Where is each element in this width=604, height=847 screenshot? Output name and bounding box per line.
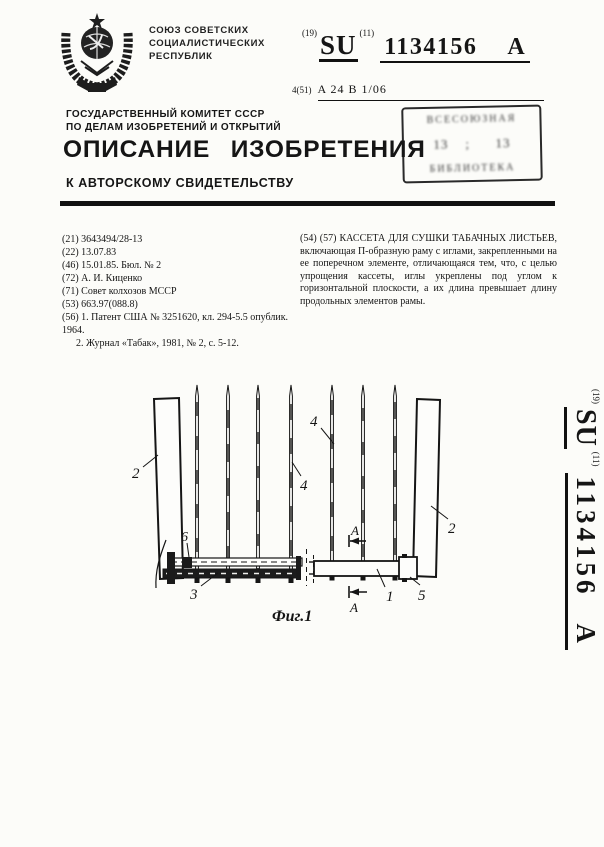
- needles-right: [331, 385, 397, 562]
- publication-number-group: [565, 473, 601, 650]
- inid-code-51: 4(51): [292, 85, 312, 95]
- right-frame-plank: [413, 399, 440, 577]
- inid-code-19: (19): [302, 28, 317, 38]
- kind-code: A: [571, 623, 601, 647]
- bibliographic-data: [62, 233, 300, 350]
- biblio-line: 2. Журнал «Табак», 1981, № 2, с. 5-12.: [76, 338, 239, 349]
- country-code: SU: [564, 407, 600, 449]
- stamp-line: БИБЛИОТЕКА: [429, 162, 516, 175]
- abstract-title: КАССЕТА ДЛЯ СУШКИ ТАБАЧНЫХ ЛИСТЬЕВ,: [339, 233, 557, 244]
- inid-code-11: (11): [359, 28, 375, 38]
- document-subtitle: К АВТОРСКОМУ СВИДЕТЕЛЬСТВУ: [66, 176, 294, 190]
- patent-drawing: [120, 378, 480, 635]
- divider-rule: [60, 201, 555, 206]
- svg-text:4: 4: [310, 414, 318, 430]
- ipc-classification: [292, 82, 544, 101]
- svg-text:2: 2: [132, 466, 140, 482]
- union-name: [149, 24, 265, 63]
- svg-text:6: 6: [181, 530, 188, 545]
- stamp-line: 13 ; 13: [433, 135, 511, 152]
- sidebar-publication-strip: [564, 386, 601, 650]
- biblio-line: (53) 663.97(088.8): [62, 299, 138, 310]
- svg-text:4: 4: [300, 478, 308, 494]
- kind-code: A: [507, 34, 527, 60]
- abstract-body: включающая П-образную раму с иглами, закрепленными на ее поперечном элементе, отличающаяся тем, что, с целью упрощения кассеты, иглы укреплены под углом к горизонтальной плоскости, а их длина превышает длину продольных элементов рамы.: [300, 245, 557, 307]
- svg-text:А: А: [351, 523, 359, 538]
- biblio-line: (46) 15.01.85. Бюл. № 2: [62, 260, 162, 271]
- inid-code-11: (11): [591, 451, 601, 467]
- committee-line: ПО ДЕЛАМ ИЗОБРЕТЕНИЙ И ОТКРЫТИЙ: [66, 122, 281, 133]
- publication-identifier: [300, 28, 530, 63]
- svg-text:3: 3: [190, 587, 198, 603]
- inid-code-19: (19): [591, 389, 601, 404]
- ipc-class: A 24 B 1/06: [318, 82, 544, 101]
- end-insert: [399, 554, 417, 582]
- abstract: [300, 233, 557, 309]
- stamp-line: ВСЕСОЮЗНАЯ: [426, 113, 517, 126]
- union-name-line: СОЮЗ СОВЕТСКИХ: [149, 25, 249, 36]
- figure-caption: Фиг.1: [272, 608, 313, 625]
- svg-text:2: 2: [448, 521, 456, 537]
- union-name-line: СОЦИАЛИСТИЧЕСКИХ: [149, 38, 265, 49]
- publication-number: 1134156: [571, 476, 601, 598]
- ussr-emblem-icon: [57, 11, 137, 100]
- figure-1: [120, 378, 480, 630]
- section-mark-bottom: [349, 586, 367, 615]
- publication-number: 1134156: [384, 34, 478, 60]
- country-code: SU: [320, 30, 357, 60]
- svg-text:5: 5: [418, 588, 426, 604]
- biblio-line: (21) 3643494/28-13: [62, 234, 143, 245]
- biblio-line: (22) 13.07.83: [62, 247, 117, 258]
- biblio-line: (72) А. И. Киценко: [62, 273, 143, 284]
- union-name-line: РЕСПУБЛИК: [149, 51, 213, 62]
- abstract-codes: (54) (57): [300, 233, 340, 244]
- committee-line: ГОСУДАРСТВЕННЫЙ КОМИТЕТ СССР: [66, 109, 265, 120]
- longitudinal-bar: [314, 561, 400, 581]
- svg-text:1: 1: [386, 589, 394, 605]
- committee-name: [66, 108, 281, 134]
- biblio-line: (71) Совет колхозов МССР: [62, 286, 177, 297]
- document-title: ОПИСАНИЕ ИЗОБРЕТЕНИЯ: [63, 136, 426, 163]
- svg-text:А: А: [350, 600, 358, 615]
- publication-number-group: [380, 35, 530, 63]
- biblio-line: (56) 1. Патент США № 3251620, кл. 294-5.5 опублик. 1964.: [62, 312, 289, 336]
- needles-left: [196, 385, 293, 582]
- bottom-rail-assembly: [163, 552, 302, 584]
